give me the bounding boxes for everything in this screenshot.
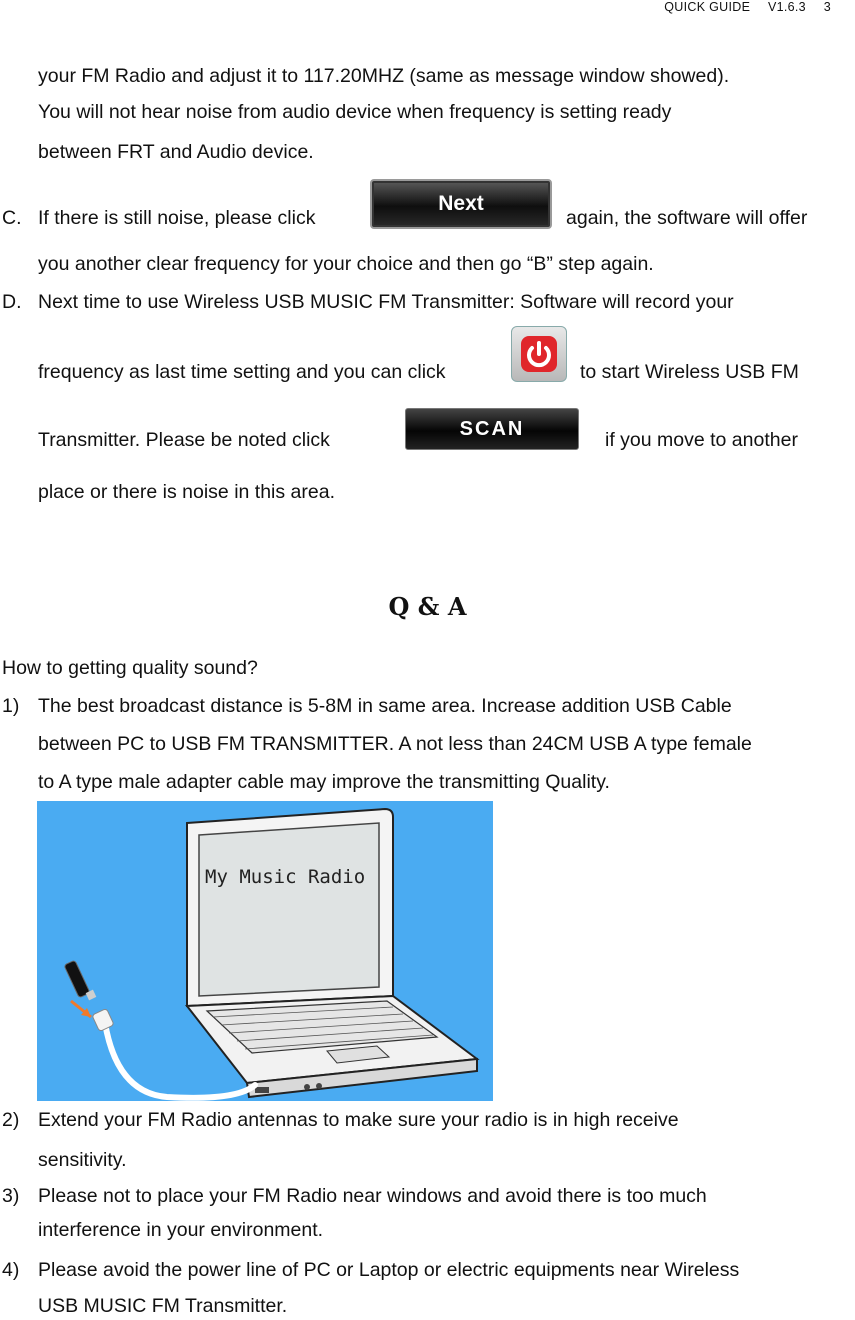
header-title: QUICK GUIDE [664, 0, 751, 14]
qa-item-1-line-1: The best broadcast distance is 5-8M in same area. Increase addition USB Cable [38, 695, 732, 717]
qa-item-2-line-1: Extend your FM Radio antennas to make sure your radio is in high receive [38, 1109, 679, 1131]
step-d-line-2-before: frequency as last time setting and you can click [38, 361, 446, 383]
qa-item-4-line-2: USB MUSIC FM Transmitter. [38, 1295, 288, 1317]
qa-item-3-line-2: interference in your environment. [38, 1219, 324, 1241]
qa-question: How to getting quality sound? [2, 657, 258, 679]
header-page-number: 3 [823, 0, 831, 14]
qa-item-4-line-1: Please avoid the power line of PC or Laptop or electric equipments near Wireless [38, 1259, 740, 1281]
step-c-line-1-after: again, the software will offer [566, 207, 808, 229]
step-d-line-1: Next time to use Wireless USB MUSIC FM Transmitter: Software will record your [38, 291, 734, 313]
qa-item-3-marker: 3) [2, 1185, 20, 1207]
page-header [650, 0, 831, 14]
header-version: V1.6.3 [768, 0, 806, 14]
qa-title: Q & A [388, 592, 467, 621]
power-button-image [511, 326, 567, 382]
step-d-marker: D. [2, 291, 22, 313]
qa-item-2-marker: 2) [2, 1109, 20, 1131]
laptop-usb-illustration [37, 801, 493, 1101]
step-c-line-2: you another clear frequency for your choice and then go “B” step again. [38, 253, 654, 275]
qa-item-1-line-2: between PC to USB FM TRANSMITTER. A not less than 24CM USB A type female [38, 733, 752, 755]
step-d-line-2-after: to start Wireless USB FM [580, 361, 799, 383]
qa-item-1-line-3: to A type male adapter cable may improve the transmitting Quality. [38, 771, 610, 793]
step-d-line-4: place or there is noise in this area. [38, 481, 335, 503]
step-d-line-3-after: if you move to another [605, 429, 798, 451]
screen-text: My Music Radio [205, 866, 366, 888]
qa-item-2-line-2: sensitivity. [38, 1149, 127, 1171]
scan-button-image: SCAN [405, 408, 579, 450]
step-d-line-3-before: Transmitter. Please be noted click [38, 429, 330, 451]
intro-line-1: your FM Radio and adjust it to 117.20MHZ (same as message window showed). [38, 65, 730, 87]
laptop-illustration-svg [37, 801, 493, 1101]
qa-item-3-line-1: Please not to place your FM Radio near windows and avoid there is too much [38, 1185, 707, 1207]
step-c-line-1-before: If there is still noise, please click [38, 207, 316, 229]
step-c-marker: C. [2, 207, 22, 229]
step-c-line-1 [38, 204, 315, 232]
qa-item-1-marker: 1) [2, 695, 20, 717]
next-button-image: Next [370, 179, 552, 229]
intro-line-2: You will not hear noise from audio device when frequency is setting ready [38, 101, 672, 123]
power-icon [519, 334, 559, 374]
intro-line-3: between FRT and Audio device. [38, 141, 314, 163]
qa-item-4-marker: 4) [2, 1259, 20, 1281]
